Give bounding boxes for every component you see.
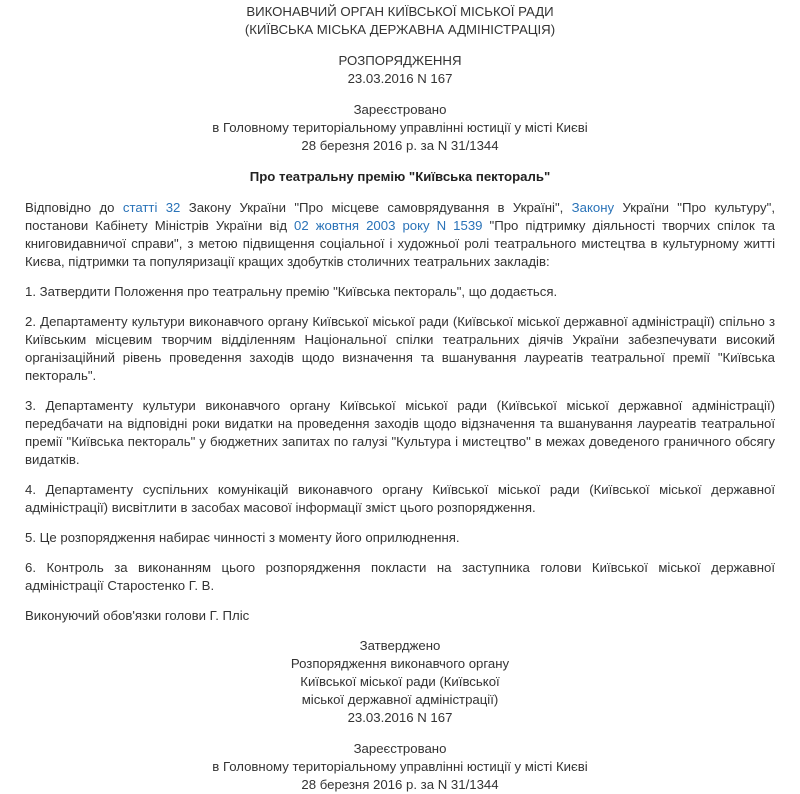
signature-line: Виконуючий обов'язки голови Г. Пліс: [25, 608, 250, 623]
org-name-line1: ВИКОНАВЧИЙ ОРГАН КИЇВСЬКОЇ МІСЬКОЇ РАДИ: [246, 4, 554, 19]
approval-line-4: міської державної адміністрації): [301, 692, 499, 707]
link-article-32[interactable]: статті 32: [122, 200, 181, 215]
approval-line-3: Київської міської ради (Київської: [300, 674, 500, 689]
item-3: 3. Департаменту культури виконавчого органу Київської міської ради (Київської міської державної адміністрації) передбачати на відповідні роки видатки на проведення заходів щодо відзначення та вшанування лауреатів театральної премії "Київська пектораль" у бюджетних запитах по галузі "Культура і мистецтво" в межах доведеного граничного обсягу видатків.: [25, 398, 775, 467]
org-name-line2: (КИЇВСЬКА МІСЬКА ДЕРЖАВНА АДМІНІСТРАЦІЯ): [244, 22, 556, 37]
footer-registration-date: 28 березня 2016 р. за N 31/1344: [301, 777, 499, 792]
item-4: 4. Департаменту суспільних комунікацій виконавчого органу Київської міської ради (Київської міської державної адміністрації) висвітлити в засобах масової інформації зміст цього розпорядження.: [25, 482, 775, 515]
registration-date: 28 березня 2016 р. за N 31/1344: [301, 138, 499, 153]
registration-label: Зареєстровано: [353, 102, 447, 117]
doc-date-number: 23.03.2016 N 167: [347, 71, 453, 86]
item-1: 1. Затвердити Положення про театральну премію "Київська пектораль", що додається.: [25, 284, 558, 299]
doc-type: РОЗПОРЯДЖЕННЯ: [338, 53, 462, 68]
link-resolution-1539[interactable]: 02 жовтня 2003 року N 1539: [294, 218, 483, 233]
preamble-text-1: Відповідно до: [25, 200, 123, 215]
preamble-paragraph: [25, 199, 775, 271]
approval-line-2: Розпорядження виконавчого органу: [290, 656, 510, 671]
item-6: 6. Контроль за виконанням цього розпорядження покласти на заступника голови Київської міської державної адміністрації Старостенко Г. В.: [25, 560, 775, 593]
document-header: [25, 0, 775, 155]
link-law[interactable]: Закону: [571, 200, 615, 215]
item-5: 5. Це розпорядження набирає чинності з моменту його оприлюднення.: [25, 530, 460, 545]
document-title: Про театральну премію "Київська пектораль": [249, 169, 551, 184]
preamble-text-4: "Про підтримку діяльності творчих спілок та книговидавничої справи", з метою підвищення соціальної і художньої ролі театрального мистецтва в культурному житті Києва, підтримки та популяризації кращих здобутків столичних театральних закладів:: [25, 218, 776, 269]
approval-label: Затверджено: [359, 638, 441, 653]
approval-date-number: 23.03.2016 N 167: [347, 710, 453, 725]
registration-body: в Головному територіальному управлінні юстиції у місті Києві: [212, 120, 588, 135]
preamble-text-2: Закону України "Про місцеве самоврядування в Україні",: [180, 200, 572, 215]
footer-registration-body: в Головному територіальному управлінні юстиції у місті Києві: [212, 759, 588, 774]
preamble-text-3: України "Про культуру", постанови Кабінету Міністрів України від: [25, 200, 775, 233]
approval-block: [25, 637, 775, 794]
footer-registration-label: Зареєстровано: [353, 741, 447, 756]
item-2: 2. Департаменту культури виконавчого органу Київської міської ради (Київської міської державної адміністрації) спільно з Київським місцевим творчим відділенням Національної спілки театральних діячів України забезпечувати високий організаційний рівень проведення заходів щодо визначення та вшанування лауреатів театральної премії "Київська пектораль".: [25, 314, 775, 383]
